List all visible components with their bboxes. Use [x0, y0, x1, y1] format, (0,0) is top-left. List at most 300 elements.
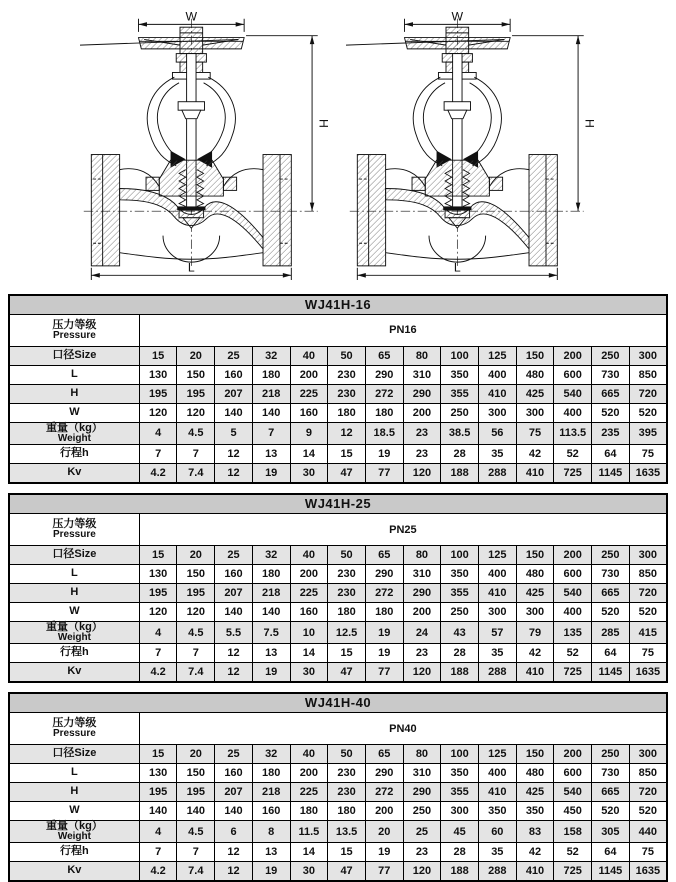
- table-cell: 450: [554, 802, 592, 821]
- table-cell: 14: [290, 445, 328, 464]
- table-cell: 415: [629, 622, 667, 644]
- table-cell: 30: [290, 464, 328, 484]
- table-cell: 7: [177, 445, 215, 464]
- table-cell: 300: [516, 404, 554, 423]
- table-cell: 200: [290, 565, 328, 584]
- table-cell: 47: [328, 663, 366, 683]
- table-row: [9, 843, 667, 862]
- table-row: [9, 347, 667, 366]
- table-cell: 13: [252, 445, 290, 464]
- table-cell: 1635: [629, 464, 667, 484]
- table-cell: 14: [290, 843, 328, 862]
- table-cell: 14: [290, 644, 328, 663]
- table-cell: 150: [516, 546, 554, 565]
- table-cell: 1635: [629, 663, 667, 683]
- table-cell: 425: [516, 783, 554, 802]
- table-cell: 120: [139, 404, 177, 423]
- table-cell: 140: [252, 603, 290, 622]
- table-cell: 395: [629, 423, 667, 445]
- table-cell: 200: [290, 764, 328, 783]
- table-cell: 75: [629, 445, 667, 464]
- table-cell: 45: [441, 821, 479, 843]
- table-cell: 290: [403, 385, 441, 404]
- table-cell: 272: [365, 385, 403, 404]
- table-cell: 230: [328, 366, 366, 385]
- table-cell: 355: [441, 385, 479, 404]
- table-cell: 272: [365, 584, 403, 603]
- row-label: 口径Size: [9, 546, 139, 565]
- table-cell: 100: [441, 745, 479, 764]
- table-cell: 60: [478, 821, 516, 843]
- table-cell: 207: [215, 584, 253, 603]
- table-cell: 23: [403, 843, 441, 862]
- table-cell: 230: [328, 385, 366, 404]
- table-cell: 355: [441, 584, 479, 603]
- table-cell: 218: [252, 584, 290, 603]
- table-cell: 4: [139, 821, 177, 843]
- spec-tables: [0, 294, 676, 882]
- table-cell: 56: [478, 423, 516, 445]
- table-cell: 1145: [592, 464, 630, 484]
- table-cell: 480: [516, 565, 554, 584]
- table-cell: 8: [252, 821, 290, 843]
- table-cell: 140: [215, 603, 253, 622]
- table-cell: 28: [441, 445, 479, 464]
- table-cell: 180: [252, 764, 290, 783]
- table-cell: 200: [554, 347, 592, 366]
- table-cell: 350: [516, 802, 554, 821]
- table-cell: 42: [516, 843, 554, 862]
- table-cell: 19: [252, 862, 290, 882]
- spec-table-wj41h-40: [8, 692, 668, 882]
- table-cell: 28: [441, 644, 479, 663]
- table-cell: 850: [629, 764, 667, 783]
- table-cell: 6: [215, 821, 253, 843]
- table-cell: 50: [328, 546, 366, 565]
- table-cell: 65: [365, 347, 403, 366]
- table-cell: 410: [478, 783, 516, 802]
- pressure-label-zh: 压力等级: [52, 318, 97, 331]
- table-row: [9, 622, 667, 644]
- table-cell: 207: [215, 385, 253, 404]
- table-cell: 200: [290, 366, 328, 385]
- table-row: [9, 404, 667, 423]
- table-cell: 9: [290, 423, 328, 445]
- table-cell: 140: [215, 802, 253, 821]
- row-label: W: [9, 802, 139, 821]
- table-row: [9, 584, 667, 603]
- table-cell: 160: [252, 802, 290, 821]
- table-cell: 350: [441, 764, 479, 783]
- table-cell: 195: [177, 385, 215, 404]
- table-cell: 43: [441, 622, 479, 644]
- table-cell: 850: [629, 366, 667, 385]
- pressure-row: [9, 315, 667, 347]
- table-cell: 520: [592, 603, 630, 622]
- table-cell: 188: [441, 663, 479, 683]
- table-cell: 20: [177, 745, 215, 764]
- table-cell: 15: [139, 745, 177, 764]
- table-cell: 42: [516, 644, 554, 663]
- table-cell: 140: [215, 404, 253, 423]
- table-cell: 300: [478, 404, 516, 423]
- table-cell: 15: [139, 347, 177, 366]
- table-cell: 225: [290, 783, 328, 802]
- table-cell: 30: [290, 663, 328, 683]
- table-cell: 7: [139, 644, 177, 663]
- table-cell: 150: [516, 347, 554, 366]
- row-label: 行程h: [9, 445, 139, 464]
- table-cell: 25: [215, 546, 253, 565]
- table-cell: 400: [478, 764, 516, 783]
- row-label: 重量（kg） Weight: [9, 423, 139, 445]
- table-cell: 28: [441, 843, 479, 862]
- table-cell: 250: [592, 546, 630, 565]
- table-cell: 4: [139, 423, 177, 445]
- table-cell: 305: [592, 821, 630, 843]
- table-cell: 730: [592, 366, 630, 385]
- table-cell: 7: [177, 843, 215, 862]
- table-cell: 160: [215, 366, 253, 385]
- table-cell: 42: [516, 445, 554, 464]
- row-label: 口径Size: [9, 347, 139, 366]
- pressure-label: [9, 514, 139, 546]
- table-cell: 7.4: [177, 663, 215, 683]
- table-row: [9, 644, 667, 663]
- table-cell: 19: [365, 445, 403, 464]
- table-cell: 12: [215, 843, 253, 862]
- table-cell: 50: [328, 745, 366, 764]
- table-row: [9, 445, 667, 464]
- table-cell: 310: [403, 366, 441, 385]
- table-cell: 19: [365, 644, 403, 663]
- table-cell: 52: [554, 644, 592, 663]
- table-cell: 15: [139, 546, 177, 565]
- table-cell: 300: [478, 603, 516, 622]
- table-cell: 135: [554, 622, 592, 644]
- table-cell: 120: [177, 603, 215, 622]
- table-cell: 15: [328, 843, 366, 862]
- table-cell: 40: [290, 546, 328, 565]
- table-cell: 23: [403, 644, 441, 663]
- pressure-label: [9, 713, 139, 745]
- table-cell: 288: [478, 862, 516, 882]
- table-cell: 25: [403, 821, 441, 843]
- table-cell: 40: [290, 745, 328, 764]
- table-cell: 120: [139, 603, 177, 622]
- table-cell: 180: [252, 565, 290, 584]
- spec-table-wj41h-16: [8, 294, 668, 484]
- table-cell: 64: [592, 445, 630, 464]
- row-label: L: [9, 366, 139, 385]
- table-cell: 540: [554, 385, 592, 404]
- table-cell: 410: [516, 862, 554, 882]
- table-cell: 310: [403, 764, 441, 783]
- table-cell: 160: [290, 603, 328, 622]
- table-cell: 290: [403, 584, 441, 603]
- table-cell: 250: [441, 404, 479, 423]
- table-cell: 47: [328, 464, 366, 484]
- table-row: [9, 546, 667, 565]
- table-cell: 65: [365, 745, 403, 764]
- pressure-value: PN16: [139, 315, 667, 347]
- table-cell: 195: [139, 584, 177, 603]
- table-cell: 11.5: [290, 821, 328, 843]
- table-cell: 120: [403, 663, 441, 683]
- table-cell: 180: [365, 404, 403, 423]
- table-cell: 75: [629, 644, 667, 663]
- table-cell: 290: [365, 565, 403, 584]
- table-cell: 207: [215, 783, 253, 802]
- table-cell: 19: [252, 663, 290, 683]
- table-cell: 7: [139, 843, 177, 862]
- valve-drawings: [0, 0, 676, 294]
- table-cell: 32: [252, 546, 290, 565]
- table-row: [9, 603, 667, 622]
- table-cell: 410: [478, 385, 516, 404]
- table-row: [9, 802, 667, 821]
- table-cell: 4: [139, 622, 177, 644]
- table-cell: 230: [328, 783, 366, 802]
- table-cell: 65: [365, 546, 403, 565]
- table-cell: 300: [629, 546, 667, 565]
- table-cell: 350: [441, 366, 479, 385]
- table-cell: 12: [215, 464, 253, 484]
- table-cell: 4.2: [139, 862, 177, 882]
- table-cell: 218: [252, 783, 290, 802]
- table-cell: 64: [592, 644, 630, 663]
- table-cell: 355: [441, 783, 479, 802]
- table-cell: 120: [403, 464, 441, 484]
- table-cell: 130: [139, 565, 177, 584]
- spec-table-wj41h-25: [8, 493, 668, 683]
- row-label: 行程h: [9, 644, 139, 663]
- table-title-row: [9, 494, 667, 514]
- pressure-value: PN40: [139, 713, 667, 745]
- table-cell: 35: [478, 644, 516, 663]
- table-cell: 150: [177, 565, 215, 584]
- table-cell: 425: [516, 385, 554, 404]
- table-cell: 350: [441, 565, 479, 584]
- table-title: WJ41H-16: [9, 295, 667, 315]
- pressure-label-zh: 压力等级: [52, 518, 97, 531]
- table-cell: 12: [215, 862, 253, 882]
- table-cell: 200: [403, 603, 441, 622]
- table-cell: 290: [365, 366, 403, 385]
- table-cell: 52: [554, 843, 592, 862]
- table-cell: 290: [403, 783, 441, 802]
- table-cell: 520: [629, 603, 667, 622]
- table-cell: 19: [365, 622, 403, 644]
- pressure-value: PN25: [139, 514, 667, 546]
- pressure-label-en: Pressure: [52, 727, 96, 739]
- table-cell: 725: [554, 862, 592, 882]
- table-cell: 20: [177, 546, 215, 565]
- table-title-row: [9, 295, 667, 315]
- table-cell: 12: [215, 663, 253, 683]
- table-row: [9, 366, 667, 385]
- table-cell: 720: [629, 783, 667, 802]
- pressure-label-en: Pressure: [52, 528, 96, 540]
- table-row: [9, 862, 667, 882]
- table-cell: 1145: [592, 862, 630, 882]
- table-cell: 160: [215, 565, 253, 584]
- table-cell: 7.4: [177, 862, 215, 882]
- table-row: [9, 821, 667, 843]
- table-cell: 120: [403, 862, 441, 882]
- table-cell: 310: [403, 565, 441, 584]
- row-label: 重量（kg） Weight: [9, 821, 139, 843]
- table-cell: 32: [252, 347, 290, 366]
- table-cell: 520: [629, 802, 667, 821]
- table-cell: 290: [365, 764, 403, 783]
- table-cell: 400: [554, 404, 592, 423]
- table-cell: 725: [554, 464, 592, 484]
- table-cell: 10: [290, 622, 328, 644]
- table-cell: 12: [328, 423, 366, 445]
- table-cell: 225: [290, 584, 328, 603]
- table-cell: 4.5: [177, 821, 215, 843]
- table-cell: 13: [252, 644, 290, 663]
- table-cell: 77: [365, 862, 403, 882]
- table-cell: 600: [554, 764, 592, 783]
- table-cell: 80: [403, 347, 441, 366]
- table-cell: 288: [478, 464, 516, 484]
- table-cell: 15: [328, 644, 366, 663]
- table-cell: 730: [592, 565, 630, 584]
- table-cell: 195: [139, 783, 177, 802]
- table-cell: 120: [177, 404, 215, 423]
- row-label: W: [9, 404, 139, 423]
- table-cell: 480: [516, 366, 554, 385]
- table-cell: 19: [365, 843, 403, 862]
- row-label: H: [9, 385, 139, 404]
- table-cell: 7: [177, 644, 215, 663]
- table-cell: 160: [215, 764, 253, 783]
- row-label: H: [9, 584, 139, 603]
- table-title: WJ41H-25: [9, 494, 667, 514]
- table-cell: 250: [592, 347, 630, 366]
- table-cell: 20: [365, 821, 403, 843]
- table-cell: 288: [478, 663, 516, 683]
- table-row: [9, 745, 667, 764]
- table-cell: 12: [215, 445, 253, 464]
- table-cell: 300: [629, 347, 667, 366]
- table-cell: 75: [629, 843, 667, 862]
- table-cell: 200: [554, 745, 592, 764]
- table-cell: 100: [441, 347, 479, 366]
- table-cell: 540: [554, 783, 592, 802]
- table-cell: 12: [215, 644, 253, 663]
- table-title-row: [9, 693, 667, 713]
- table-cell: 83: [516, 821, 554, 843]
- table-cell: 25: [215, 347, 253, 366]
- table-cell: 35: [478, 445, 516, 464]
- table-cell: 7.4: [177, 464, 215, 484]
- table-cell: 400: [554, 603, 592, 622]
- table-cell: 40: [290, 347, 328, 366]
- pressure-label: [9, 315, 139, 347]
- table-cell: 540: [554, 584, 592, 603]
- table-row: [9, 663, 667, 683]
- row-label: Kv: [9, 464, 139, 484]
- table-cell: 440: [629, 821, 667, 843]
- table-cell: 195: [177, 783, 215, 802]
- pressure-label-zh: 压力等级: [52, 717, 97, 730]
- table-cell: 52: [554, 445, 592, 464]
- table-cell: 410: [478, 584, 516, 603]
- table-cell: 79: [516, 622, 554, 644]
- table-cell: 7: [139, 445, 177, 464]
- row-label: Kv: [9, 862, 139, 882]
- table-cell: 1145: [592, 663, 630, 683]
- table-cell: 300: [629, 745, 667, 764]
- table-cell: 180: [328, 802, 366, 821]
- table-cell: 150: [516, 745, 554, 764]
- table-cell: 400: [478, 565, 516, 584]
- table-title: WJ41H-40: [9, 693, 667, 713]
- table-cell: 12.5: [328, 622, 366, 644]
- pressure-row: [9, 514, 667, 546]
- table-row: [9, 464, 667, 484]
- table-cell: 180: [290, 802, 328, 821]
- table-cell: 665: [592, 385, 630, 404]
- table-cell: 720: [629, 584, 667, 603]
- table-cell: 180: [328, 404, 366, 423]
- table-cell: 400: [478, 366, 516, 385]
- table-cell: 7.5: [252, 622, 290, 644]
- table-cell: 77: [365, 464, 403, 484]
- table-cell: 285: [592, 622, 630, 644]
- table-cell: 410: [516, 464, 554, 484]
- table-cell: 350: [478, 802, 516, 821]
- table-cell: 188: [441, 464, 479, 484]
- table-cell: 130: [139, 366, 177, 385]
- table-cell: 5: [215, 423, 253, 445]
- row-label: H: [9, 783, 139, 802]
- table-cell: 35: [478, 843, 516, 862]
- row-label: Kv: [9, 663, 139, 683]
- table-cell: 4.5: [177, 622, 215, 644]
- table-cell: 200: [365, 802, 403, 821]
- table-cell: 425: [516, 584, 554, 603]
- table-cell: 225: [290, 385, 328, 404]
- table-cell: 300: [441, 802, 479, 821]
- table-row: [9, 764, 667, 783]
- row-label: W: [9, 603, 139, 622]
- table-cell: 1635: [629, 862, 667, 882]
- row-label: 行程h: [9, 843, 139, 862]
- table-cell: 50: [328, 347, 366, 366]
- row-label: 口径Size: [9, 745, 139, 764]
- table-cell: 4.2: [139, 464, 177, 484]
- row-label: L: [9, 764, 139, 783]
- table-cell: 300: [516, 603, 554, 622]
- table-cell: 150: [177, 764, 215, 783]
- table-cell: 30: [290, 862, 328, 882]
- table-cell: 600: [554, 366, 592, 385]
- table-cell: 125: [478, 546, 516, 565]
- table-cell: 130: [139, 764, 177, 783]
- table-cell: 125: [478, 347, 516, 366]
- table-cell: 195: [139, 385, 177, 404]
- pressure-row: [9, 713, 667, 745]
- table-cell: 230: [328, 565, 366, 584]
- table-cell: 665: [592, 783, 630, 802]
- table-cell: 4.5: [177, 423, 215, 445]
- row-label: 重量（kg） Weight: [9, 622, 139, 644]
- pressure-label-en: Pressure: [52, 329, 96, 341]
